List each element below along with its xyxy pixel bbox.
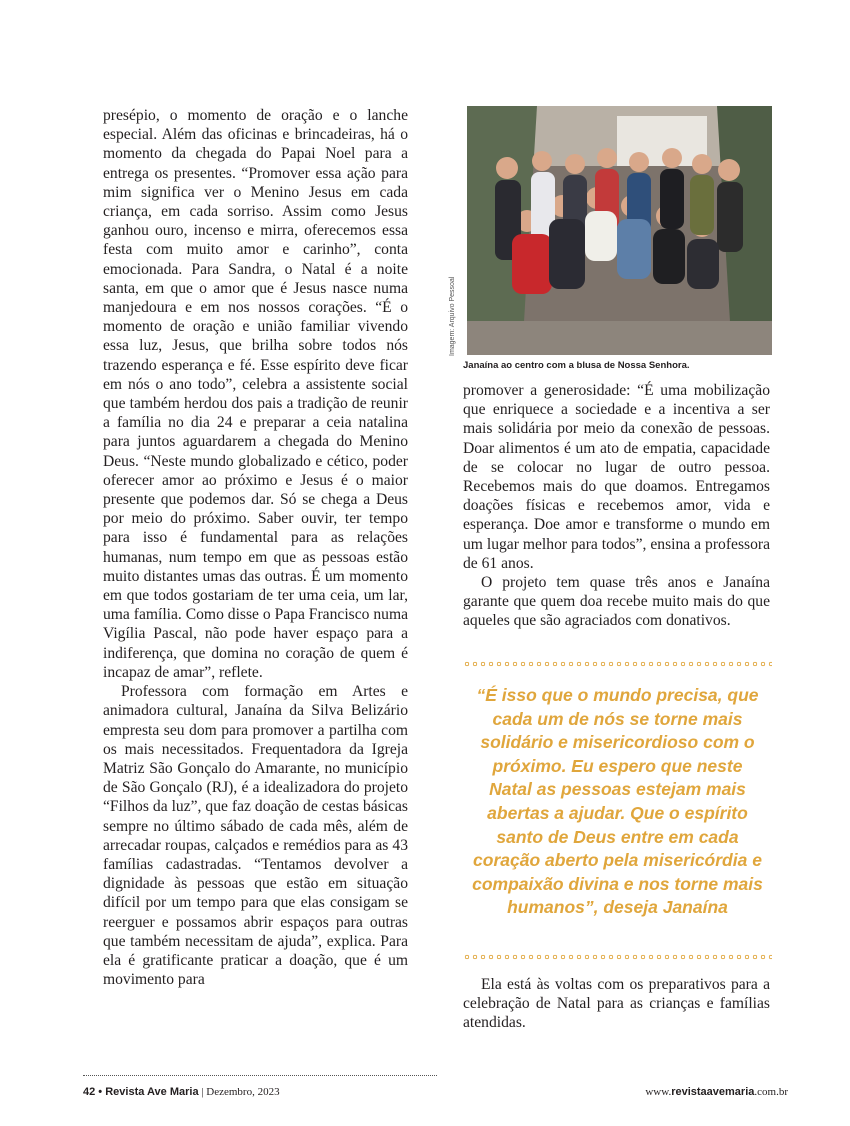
page-number: 42 (83, 1086, 96, 1098)
paragraph: promover a generosidade: “É uma mobilização que enriquece a sociedade e a incentiva a ser mais solidária por meio da conexão de pessoas. Doar alimentos é um ato de empatia, capacidade de se colocar no lugar de outro pessoa. Recebemos mais do que doamos. Entregamos doações físicas e recebemos amor, vida e esperança. Doe amor e transforme o mundo em um lugar melhor para todos”, ensina a professora de 61 anos. (463, 382, 770, 572)
article-column-left (103, 106, 408, 989)
paragraph: Professora com formação em Artes e animadora cultural, Janaína da Silva Belizário empresta seu dom para promover a partilha com os mais necessitados. Frequentadora da Igreja Matriz São Gonçalo do Amarante, no município de São Gonçalo (RJ), é a idealizadora do projeto “Filhos da luz”, que faz doação de cestas básicas sempre no último sábado de cada mês, além de arrecadar roupas, calçados e remédios para as 43 famílias cadastradas. “Tentamos devolver a dignidade às pessoas que estão em situação difícil por um tempo para que elas consigam se reerguer e possamos abrir espaços para outras que também necessitam de ajuda”, explica. Para ela é gratificante praticar a doação, que é um movimento para (103, 683, 408, 989)
photo-illustration (467, 106, 772, 355)
footer-publication: 42 • Revista Ave Maria | Dezembro, 2023 (83, 1086, 280, 1098)
pull-quote: “É isso que o mundo precisa, que cada um de nós se torne mais solidário e misericordioso com o próximo. Eu espero que neste Natal as pessoas estejam mais abertas a ajudar. Que o espírito santo de Deus entre em cada coração aberto pela misericórdia e compaixão divina e nos torne mais humanos”, deseja Janaína (472, 685, 763, 918)
decorative-divider-top (463, 661, 772, 667)
issue-date: Dezembro, 2023 (206, 1086, 280, 1098)
magazine-name: Revista Ave Maria (105, 1086, 199, 1098)
paragraph: presépio, o momento de oração e o lanche especial. Além das oficinas e brincadeiras, há o momento da chegada do Papai Noel para a entrega os presentes. “Promover essa ação para mim significa ver o Menino Jesus em cada criança, em cada sorriso. Assim como Jesus ganhou ouro, incenso e mirra, oferecemos essa festa com muito amor e carinho”, conta emocionada. Para Sandra, o Natal é a noite santa, em que o amor que é Jesus nasce numa manjedoura e em nos nossos corações. “É o momento de oração e união familiar vivendo essa luz, Jesus, que brilha sobre todos nós trazendo esperança e fé. Esse espírito deve ficar em nós o ano todo”, celebra a assistente social que também herdou dos pais a tradição de reunir a família no dia 24 e preparar a ceia natalina para juntos aguardarem a chegada do Menino Deus. “Neste mundo globalizado e cético, poder oferecer amor ao próximo e Jesus é o maior presente que podemos dar. Só se chega a Deus por meio do próximo. Saber ouvir, ter tempo para isso é fundamental para as relações humanas, num tempo em que as pessoas estão muito distantes umas das outras. É um momento em que todos gostariam de ter uma ceia, um lar, uma família. Como disse o Papa Francisco numa Vigília Pascal, não pode haver espaço para a indiferença, que domina no coração de quem é incapaz de amar”, reflete. (103, 107, 408, 681)
group-photo (467, 106, 772, 355)
photo-caption: Janaína ao centro com a blusa de Nossa Senhora. (463, 360, 690, 371)
paragraph: O projeto tem quase três anos e Janaína garante que quem doa recebe muito mais do que aqueles que são agraciados com donativos. (463, 574, 770, 630)
paragraph: Ela está às voltas com os preparativos para a celebração de Natal para as crianças e famílias atendidas. (463, 976, 770, 1032)
footer-website[interactable]: www.revistaavemaria.com.br (645, 1086, 788, 1098)
article-column-right-end (463, 975, 770, 1033)
photo-credit: Imagem: Arquivo Pessoal (449, 276, 456, 356)
footer-rule (83, 1075, 437, 1076)
decorative-divider-bottom (463, 954, 772, 960)
article-column-right (463, 381, 770, 631)
